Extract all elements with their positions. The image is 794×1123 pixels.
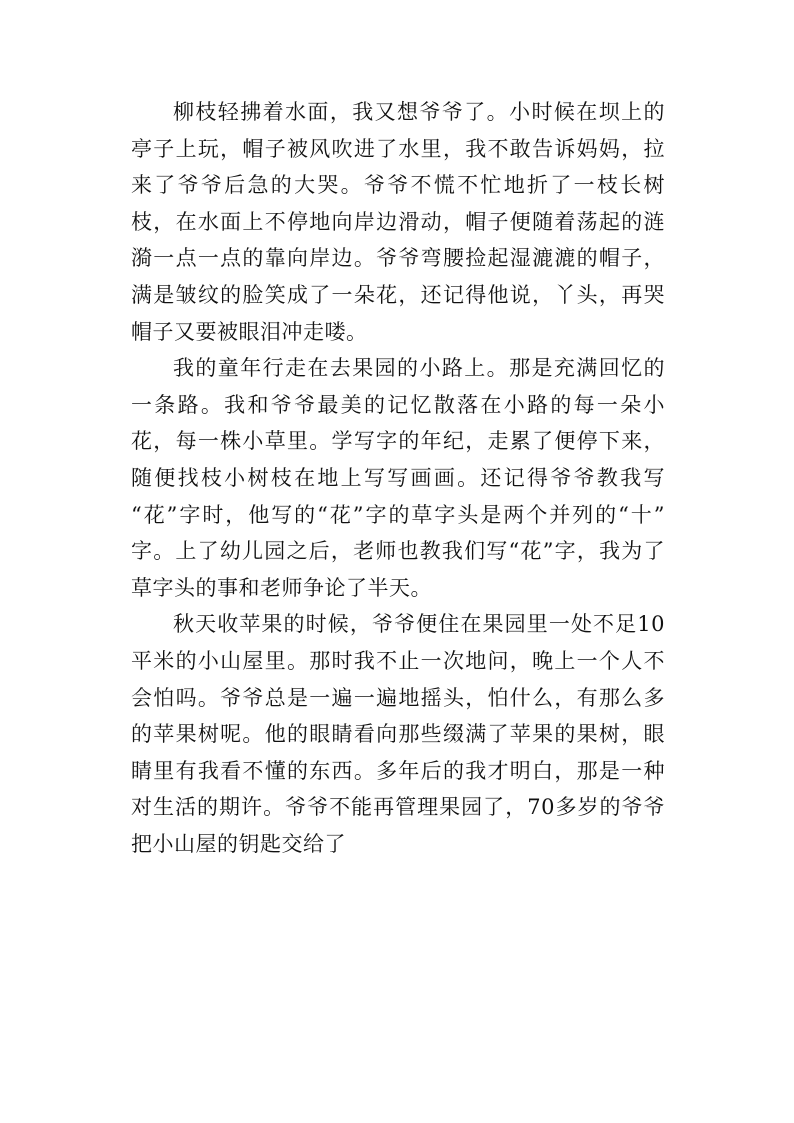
paragraph-1: 柳枝轻拂着水面，我又想爷爷了。小时候在坝上的亭子上玩，帽子被风吹进了水里，我不敢告诉妈妈，拉来了爷爷后急的大哭。爷爷不慌不忙地折了一枝长树枝，在水面上不停地向岸边滑动，帽子便随着荡起的涟漪一点一点的靠向岸边。爷爷弯腰捡起湿漉漉的帽子，满是皱纹的脸笑成了一朵花，还记得他说，丫头，再哭帽子又要被眼泪冲走喽。 xyxy=(131,100,665,344)
paragraph-3: 秋天收苹果的时候，爷爷便住在果园里一处不足10平米的小山屋里。那时我不止一次地问，晚上一个人不会怕吗。爷爷总是一遍一遍地摇头，怕什么，有那么多的苹果树呢。他的眼睛看向那些缀满了苹果的果树，眼睛里有我看不懂的东西。多年后的我才明白，那是一种对生活的期许。爷爷不能再管理果园了，70多岁的爷爷把小山屋的钥匙交给了 xyxy=(131,612,665,856)
paragraph-2: 我的童年行走在去果园的小路上。那是充满回忆的一条路。我和爷爷最美的记忆散落在小路的每一朵小花，每一株小草里。学写字的年纪，走累了便停下来，随便找枝小树枝在地上写写画画。还记得爷爷教我写“花”字时，他写的“花”字的草字头是两个并列的“十”字。上了幼儿园之后，老师也教我们写“花”字，我为了草字头的事和老师争论了半天。 xyxy=(131,356,665,600)
document-body xyxy=(131,94,665,862)
